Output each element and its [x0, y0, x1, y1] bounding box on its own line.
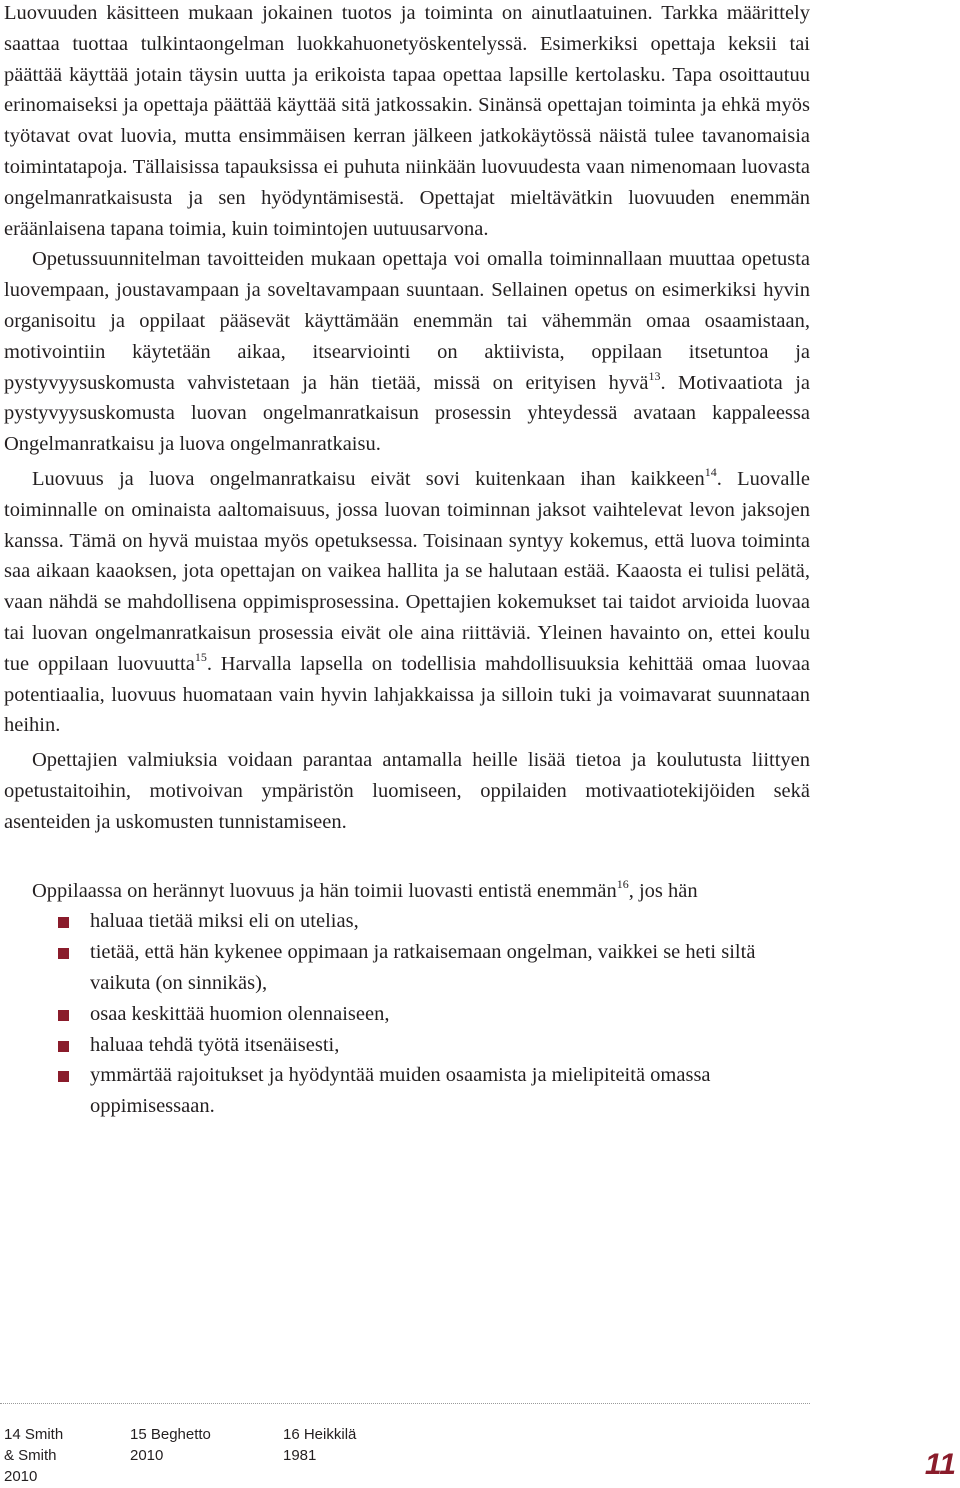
list-item: osaa keskittää huomion olennaiseen, — [90, 999, 810, 1030]
bullet-list — [4, 906, 810, 1122]
square-bullet-icon — [58, 1010, 69, 1021]
footnote-divider — [0, 1403, 810, 1404]
paragraph-5: Oppilaassa on herännyt luovuus ja hän toimii luovasti entistä enemmän$^{16}$, jos hän — [32, 876, 698, 902]
square-bullet-icon — [58, 1041, 69, 1052]
square-bullet-icon — [58, 948, 69, 959]
paragraph-3: Luovuus ja luova ongelmanratkaisu eivät sovi kuitenkaan ihan kaikkeen$^{14}$. Luovalle toiminnalle on ominaista aaltomaisuus, jossa luovan toiminnan jaksot vaihtelevat levon jaksojen kanssa. Tämä on hyvä muistaa myös opetuksessa. Toisinaan syntyy kokemus, että luova toiminta saa aikaan kaaoksen, jota opettajan on vaikea hallita ja se halutaan estää. Kaaosta ei tulisi pelätä, vaan nähdä se mahdollisena oppimisprosessina. Opettajien kokemukset tai taidot arvioida luovaa tai luovan ongelmanratkaisun prosessia eivät ole aina riittäviä. Yleinen havainto on, ettei koulu tue oppilaan luovuutta$^{15}$. Harvalla lapsella on todellisia mahdollisuuksia kehittää omaa luovaa potentiaalia, luovuus huomataan vain hyvin lahjakkaissa ja silloin tuki ja voimavarat suunnataan heihin. — [4, 464, 810, 737]
list-item: ymmärtää rajoitukset ja hyödyntää muiden osaamista ja mielipiteitä omassa oppimisessaan. — [90, 1060, 810, 1122]
footnote-ref-14: 14 — [704, 464, 717, 479]
footnote-ref-15: 15 — [194, 649, 207, 664]
footnote-15: 15 Beghetto 2010 — [130, 1426, 211, 1464]
list-item: haluaa tehdä työtä itsenäisesti, — [90, 1030, 810, 1061]
body-text — [4, 0, 810, 1122]
square-bullet-icon — [58, 1071, 69, 1082]
footnote-14: 14 Smith & Smith 2010 — [4, 1426, 64, 1485]
footnote-ref-16: 16 — [616, 876, 629, 891]
paragraph-1: Luovuuden käsitteen mukaan jokainen tuotos ja toiminta on ainutlaatuinen. Tarkka määrittely saattaa tuottaa tulkintaongelman luokkahuonetyöskentelyssä. Esimerkiksi opettaja keksii tai päättää käyttää jotain täysin uutta ja erikoista tapaa opettaa lapsille kertolasku. Tapa osoittautuu erinomaiseksi ja opettaja päättää käyttää sitä jatkossakin. Sinänsä opettajan toiminta ja ehkä myös työtavat ovat luovia, mutta ensimmäisen kerran jälkeen jatkokäytössä näistä tulee tavanomaisia toimintatapoja. Tällaisissa tapauksissa ei puhuta niinkään luovuudesta vaan nimenomaan luovasta ongelmanratkaisusta ja sen hyödyntämisestä. Opettajat mieltävätkin luovuuden enemmän eräänlaisena tapana toimia, kuin toimintojen uutuusarvona. — [4, 2, 810, 240]
footnote-16: 16 Heikkilä 1981 — [283, 1426, 357, 1464]
footnote-ref-13: 13 — [648, 368, 661, 383]
list-item: haluaa tietää miksi eli on utelias, — [90, 906, 810, 937]
paragraph-2: Opetussuunnitelman tavoitteiden mukaan opettaja voi omalla toiminnallaan muuttaa opetusta luovempaan, joustavampaan ja soveltavampaan suuntaan. Sellainen opetus on esimerkiksi hyvin organisoitu ja oppilaat pääsevät käyttämään enemmän tai vähemmän omaa osaamistaan, motivointiin käytetään aikaa, itsearviointi on aktiivista, oppilaan itsetuntoa ja pystyvyysuskomusta vahvistetaan ja hän tietää, missä on erityisen hyvä$^{13}$. Motivaatiota ja pystyvyysuskomusta luovan ongelmanratkaisun prosessin yhteydessä avataan kappaleessa Ongelmanratkaisu ja luova ongelmanratkaisu. — [4, 248, 811, 456]
page-number: 11 — [924, 1448, 956, 1481]
paragraph-4: Opettajien valmiuksia voidaan parantaa antamalla heille lisää tietoa ja koulutusta liittyen opetustaitoihin, motivoivan ympäristön luomiseen, oppilaiden motivaatiotekijöiden sekä asenteiden ja uskomusten tunnistamiseen. — [4, 749, 810, 833]
list-item: tietää, että hän kykenee oppimaan ja ratkaisemaan ongelman, vaikkei se heti siltä vaikuta (on sinnikäs), — [90, 937, 810, 999]
square-bullet-icon — [58, 917, 69, 928]
